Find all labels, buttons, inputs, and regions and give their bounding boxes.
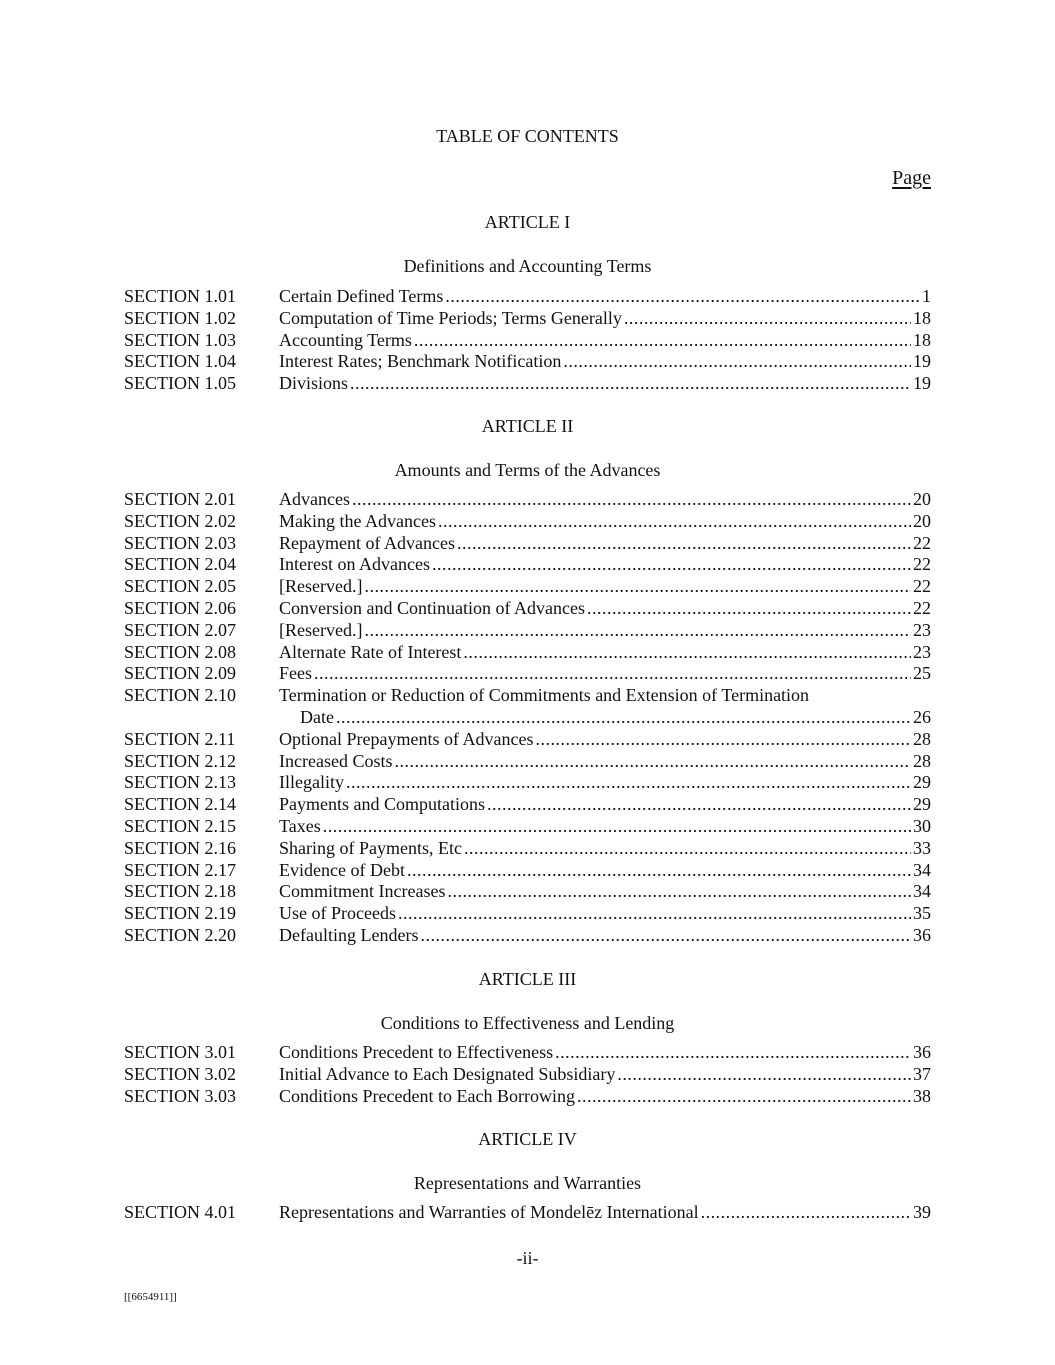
section-title: Increased Costs (279, 750, 393, 771)
dot-leader (563, 351, 911, 373)
dot-leader (438, 511, 911, 533)
section-number: SECTION 2.09 (124, 663, 236, 684)
dot-leader (314, 663, 911, 685)
page-number: 25 (913, 663, 931, 684)
toc-entry-continuation[interactable] (124, 707, 931, 729)
toc-entry[interactable] (124, 373, 931, 395)
section-number: SECTION 3.02 (124, 1063, 236, 1084)
toc-entry[interactable] (124, 903, 931, 925)
page-number: 18 (913, 329, 931, 350)
section-number: SECTION 2.19 (124, 903, 236, 924)
section-title: Conditions Precedent to Each Borrowing (279, 1085, 575, 1106)
dot-leader (445, 286, 920, 308)
section-number: SECTION 2.06 (124, 597, 236, 618)
section-title: Certain Defined Terms (279, 286, 444, 306)
page-number: 36 (913, 1042, 931, 1062)
section-number: SECTION 2.10 (124, 685, 236, 706)
section-title: Interest Rates; Benchmark Notification (279, 351, 562, 372)
section-title: Use of Proceeds (279, 903, 396, 924)
page-number: 23 (913, 619, 931, 640)
page-number: 34 (913, 881, 931, 902)
section-title-continuation: Date (300, 706, 334, 727)
section-number: SECTION 2.13 (124, 772, 236, 793)
toc-entry[interactable] (124, 642, 931, 664)
article-heading: ARTICLE III (478, 969, 577, 989)
dot-leader (420, 925, 911, 947)
dot-leader (323, 816, 911, 838)
dot-leader (352, 489, 911, 511)
dot-leader (364, 576, 911, 598)
section-title: Making the Advances (279, 510, 436, 531)
dot-leader (463, 642, 911, 664)
section-title: Fees (279, 663, 312, 684)
section-number: SECTION 2.16 (124, 837, 236, 858)
toc-entry[interactable] (124, 598, 931, 620)
section-number: SECTION 3.01 (124, 1042, 236, 1062)
toc-entry[interactable] (124, 1086, 931, 1108)
section-title: Representations and Warranties of Mondelēz International (279, 1202, 699, 1222)
article-subtitle: Representations and Warranties (413, 1173, 642, 1193)
section-number: SECTION 2.18 (124, 881, 236, 902)
page-number: 28 (913, 728, 931, 749)
section-title: Computation of Time Periods; Terms Generally (279, 307, 622, 328)
section-title: Repayment of Advances (279, 532, 455, 553)
section-number: SECTION 2.02 (124, 510, 236, 531)
toc-entry[interactable] (124, 685, 931, 707)
toc-entry[interactable] (124, 1202, 931, 1224)
toc-entry[interactable] (124, 729, 931, 751)
toc-entry[interactable] (124, 576, 931, 598)
page-number: 33 (913, 837, 931, 858)
article-heading: ARTICLE II (481, 416, 574, 436)
toc-entry[interactable] (124, 620, 931, 642)
section-number: SECTION 4.01 (124, 1202, 236, 1222)
page-number: 19 (913, 373, 931, 394)
section-title: Interest on Advances (279, 554, 430, 575)
page-number: 18 (913, 307, 931, 328)
section-number: SECTION 1.02 (124, 307, 236, 328)
dot-leader (407, 860, 911, 882)
section-number: SECTION 2.12 (124, 750, 236, 771)
toc-entry[interactable] (124, 881, 931, 903)
section-number: SECTION 2.07 (124, 619, 236, 640)
page-number: 22 (913, 597, 931, 618)
page-number: 20 (913, 489, 931, 509)
section-title: Divisions (279, 373, 349, 394)
dot-leader (535, 729, 911, 751)
page-number: 22 (913, 554, 931, 575)
article-subtitle: Conditions to Effectiveness and Lending (380, 1013, 675, 1033)
section-number: SECTION 1.03 (124, 329, 236, 350)
toc-entry[interactable] (124, 1064, 931, 1086)
page-column-header: Page (892, 167, 931, 189)
toc-entry[interactable] (124, 1042, 931, 1064)
section-title: Optional Prepayments of Advances (279, 728, 534, 749)
section-title: [Reserved.] (279, 576, 363, 597)
dot-leader (464, 838, 911, 860)
dot-leader (701, 1202, 911, 1224)
page-number: 29 (913, 794, 931, 815)
section-number: SECTION 2.15 (124, 815, 236, 836)
section-number: SECTION 2.20 (124, 924, 236, 945)
toc-entry[interactable] (124, 286, 931, 308)
section-title: Alternate Rate of Interest (279, 641, 462, 662)
toc-entry[interactable] (124, 511, 931, 533)
dot-leader (346, 772, 911, 794)
article-subtitle: Amounts and Terms of the Advances (394, 460, 661, 480)
dot-leader (624, 308, 911, 330)
section-title: Initial Advance to Each Designated Subsidiary (279, 1063, 616, 1084)
section-title: Sharing of Payments, Etc (279, 837, 462, 858)
section-title: Evidence of Debt (279, 859, 405, 880)
toc-entry[interactable] (124, 772, 931, 794)
section-title: Illegality (279, 772, 344, 793)
toc-entry[interactable] (124, 308, 931, 330)
section-number: SECTION 2.03 (124, 532, 236, 553)
toc-entry[interactable] (124, 663, 931, 685)
section-number: SECTION 2.08 (124, 641, 236, 662)
toc-section-list (124, 286, 931, 395)
page-number: 30 (913, 815, 931, 836)
dot-leader (457, 533, 911, 555)
section-title: Accounting Terms (279, 329, 412, 350)
section-number: SECTION 1.04 (124, 351, 236, 372)
dot-leader (577, 1086, 911, 1108)
toc-section-list (124, 1042, 931, 1107)
dot-leader (336, 707, 911, 729)
page-number: 22 (913, 576, 931, 597)
toc-entry[interactable] (124, 489, 931, 511)
toc-section-list (124, 1202, 931, 1224)
dot-leader (414, 330, 911, 352)
section-title: Advances (279, 489, 350, 509)
page-number: 22 (913, 532, 931, 553)
section-title: Termination or Reduction of Commitments and Extension of Termination (279, 685, 810, 706)
page-number: 19 (913, 351, 931, 372)
page-number: 38 (913, 1085, 931, 1106)
section-number: SECTION 2.14 (124, 794, 236, 815)
article-subtitle: Definitions and Accounting Terms (403, 256, 652, 276)
section-title: Commitment Increases (279, 881, 446, 902)
page-number: 34 (913, 859, 931, 880)
dot-leader (447, 881, 911, 903)
dot-leader (487, 794, 911, 816)
page-number: 29 (913, 772, 931, 793)
toc-entry[interactable] (124, 838, 931, 860)
section-number: SECTION 2.11 (124, 728, 236, 749)
dot-leader (398, 903, 911, 925)
section-number: SECTION 1.01 (124, 286, 236, 306)
page-number: 28 (913, 750, 931, 771)
dot-leader (394, 751, 911, 773)
section-title: Defaulting Lenders (279, 924, 419, 945)
page-number: 1 (922, 286, 931, 306)
dot-leader (364, 620, 911, 642)
section-number: SECTION 2.05 (124, 576, 236, 597)
toc-entry[interactable] (124, 351, 931, 373)
dot-leader (587, 598, 911, 620)
section-number: SECTION 2.17 (124, 859, 236, 880)
toc-entry[interactable] (124, 554, 931, 576)
document-id: [[6654911]] (124, 1291, 177, 1303)
dot-leader (350, 373, 911, 395)
section-title: Conversion and Continuation of Advances (279, 597, 585, 618)
toc-section-list (124, 489, 931, 947)
page-number: 37 (913, 1063, 931, 1084)
page-number: 23 (913, 641, 931, 662)
toc-entry[interactable] (124, 925, 931, 947)
section-number: SECTION 3.03 (124, 1085, 236, 1106)
toc-entry[interactable] (124, 816, 931, 838)
section-title: Taxes (279, 815, 321, 836)
section-title: Conditions Precedent to Effectiveness (279, 1042, 554, 1062)
footer-page-number: -ii- (516, 1248, 539, 1268)
section-title: Payments and Computations (279, 794, 485, 815)
dot-leader (432, 554, 911, 576)
toc-title: TABLE OF CONTENTS (436, 126, 619, 146)
page-number: 20 (913, 510, 931, 531)
page-number: 26 (913, 706, 931, 727)
page-number: 39 (913, 1202, 931, 1222)
section-number: SECTION 1.05 (124, 373, 236, 394)
toc-entry[interactable] (124, 860, 931, 882)
article-heading: ARTICLE IV (478, 1129, 577, 1149)
page-number: 35 (913, 903, 931, 924)
toc-entry[interactable] (124, 330, 931, 352)
dot-leader (555, 1042, 911, 1064)
section-title: [Reserved.] (279, 619, 363, 640)
toc-entry[interactable] (124, 751, 931, 773)
section-number: SECTION 2.01 (124, 489, 236, 509)
toc-entry[interactable] (124, 794, 931, 816)
article-heading: ARTICLE I (484, 212, 571, 232)
page-number: 36 (913, 924, 931, 945)
toc-entry[interactable] (124, 533, 931, 555)
section-number: SECTION 2.04 (124, 554, 236, 575)
dot-leader (617, 1064, 911, 1086)
